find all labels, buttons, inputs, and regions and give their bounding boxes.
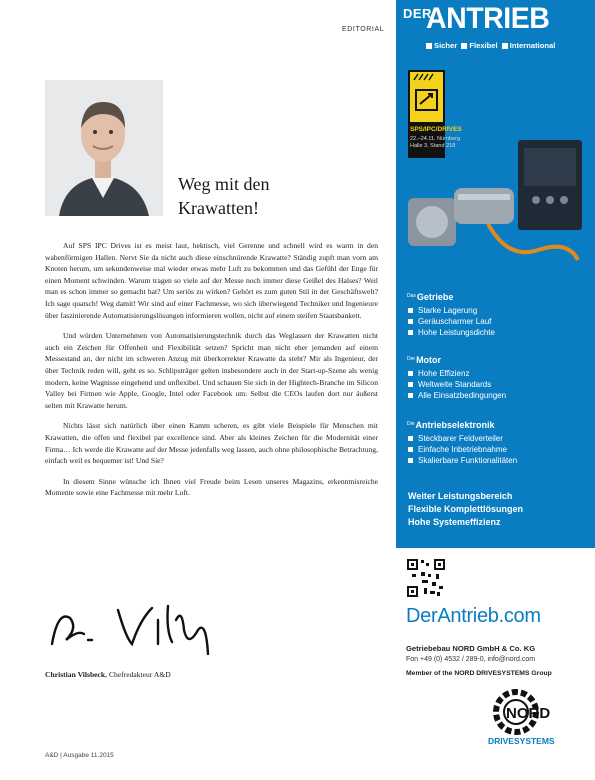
fair-hall: Halle 3, Stand 218 [410, 143, 456, 149]
website-link[interactable]: DerAntrieb.com [406, 605, 541, 627]
category-motor [407, 355, 506, 401]
qr-code-icon[interactable] [406, 558, 446, 598]
author-photo [45, 80, 163, 216]
page-footer: A&D | Ausgabe 11.2015 [45, 752, 114, 759]
membership-note: Member of the NORD DRIVESYSTEMS Group [406, 670, 552, 677]
list-item: Alle Einsatzbedingungen [407, 390, 506, 401]
slogan-line: Hohe Systemeffizienz [408, 517, 501, 527]
category-getriebe [407, 292, 495, 338]
list-item: Einfache Inbetriebnahme [407, 444, 517, 455]
fair-details [410, 136, 460, 150]
tagline-item: Flexibel [469, 41, 498, 50]
category-title: $^{Der}$Motor [407, 355, 442, 365]
signature-caption [45, 670, 171, 679]
slogan-line: Weiter Leistungsbereich [408, 491, 513, 501]
category-title: $^{Das}$Getriebe [407, 292, 454, 302]
list-item: Starke Lagerung [407, 305, 495, 316]
tagline-item: International [509, 41, 556, 50]
fair-name: SPS/IPC/DRIVES [410, 126, 462, 133]
list-item: Weltweite Standards [407, 379, 506, 390]
paragraph: In diesem Sinne wünsche ich Ihnen viel Freude beim Lesen unseres Magazins, erkenntnisreiche Momente sowie eine Fachmesse mit mehr Luft. [45, 476, 378, 498]
brand-antrieb: ANTRIEB [426, 2, 550, 35]
fair-dates: 22.–24.11. Nürnberg [410, 136, 461, 142]
paragraph: Auf SPS IPC Drives ist es meist laut, hektisch, viel Gerenne und schnell wird es warm in den wabenförmigen Hallen. Nervt Sie da nicht auch diese einschnürende Krawatte? Ständig zupft man vorn am Knoten herum, um sekundenweise mal wieder etwas mehr Luft zu bekommen und das Gefühl der Enge für einen Moment schwinden. Warum tragen so viele auf der Messe noch immer diese Geißel des Halses? Weil man es schon immer so gemacht hat? Um seriös zu wirken? Gehört es zum guten Stil in der Geschäftswelt? Ich sage quatsch! Weg damit! Wir sind auf einer Fachmesse, wo sich überwiegend Techniker und Ingenieure über faszinierende Automatisierungslösungen informieren wollen, nicht auf einem steifen Staatsbankett. [45, 241, 378, 320]
list-item: Hohe Leistungsdichte [407, 327, 495, 338]
paragraph: Und würden Unternehmen von Automatisierungstechnik durch das Weglassen der Krawatten nicht auch ein Zeichen für Offenheit und Flexibilität setzen? Spricht man nicht eher jemanden auf einem Messestand an, der nicht im schweren Anzug mit überkorrekter Krawatte da steht? Mir als Ingenieur, der über Technik reden will, geht es so. Schlipsträger gelten insbesondere auch in der Start-up-Szene als wenig modern, keine Wagnisse eingehend und unflexibel. Und schauen Sie sich in der Hightech-Branche im Silicon Valley bei Firmen wie Apple, Google, Intel oder Facebook um: Selbst die CEOs laufen dort nur äußerst selten mit Krawatte herum. [45, 331, 378, 410]
handwritten-signature [48, 600, 223, 655]
nord-drivesystems-label: DRIVESYSTEMS [488, 736, 555, 746]
ad-slogan [408, 490, 523, 529]
svg-text:NORD: NORD [506, 705, 551, 722]
headline [178, 172, 358, 220]
headline-line-2: Krawatten! [178, 198, 259, 218]
fair-logo-icon [410, 72, 443, 122]
category-title: $^{Die}$Antriebselektronik [407, 420, 495, 430]
headline-line-1: Weg mit den [178, 174, 270, 194]
section-label: EDITORIAL [342, 26, 385, 33]
nord-logo-icon [492, 688, 552, 736]
author-name: Christian Vilsbeck [45, 670, 106, 679]
brand-tagline [426, 41, 555, 50]
list-item: Steckbarer Feldverteiler [407, 433, 517, 444]
list-item: Geräuscharmer Lauf [407, 316, 495, 327]
list-item: Hohe Effizienz [407, 368, 506, 379]
category-antriebselektronik [407, 420, 517, 466]
list-item: Skalierbare Funktionalitäten [407, 455, 517, 466]
tagline-item: Sicher [434, 41, 458, 50]
paragraph: Nichts lässt sich natürlich über einen Kamm scheren, es gibt viele Beispiele für Menschen mit Krawatten, die offen und flexibel par excellence sind. Aber als kleines Zeichen für die Modernität einer Firma… Ich werde die Krawatte auf der Messe jedenfalls weg lassen, auch ohne philosophische Betrachtung, einfach weil es bequemer ist! Und Sie? [45, 421, 378, 466]
editorial-body [45, 240, 378, 508]
brand-der: DER [403, 6, 432, 21]
company-name: Getriebebau NORD GmbH & Co. KG [406, 644, 536, 653]
contact-info: Fon +49 (0) 4532 / 289-0, info@nord.com [406, 656, 536, 663]
slogan-line: Flexible Komplettlösungen [408, 504, 524, 514]
author-role: , Chefredakteur A&D [105, 670, 171, 679]
